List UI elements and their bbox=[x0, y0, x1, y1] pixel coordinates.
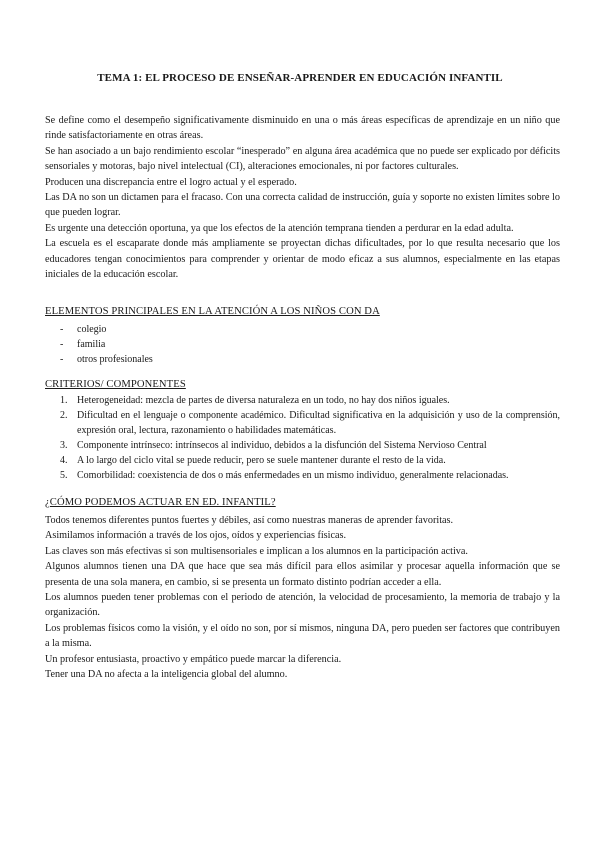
list-item-text: colegio bbox=[77, 324, 107, 335]
actuar-heading: ¿CÓMO PODEMOS ACTUAR EN ED. INFANTIL? bbox=[45, 497, 276, 508]
intro-paragraph: Se define como el desempeño significativamente disminuido en una o más áreas específicas de aprendizaje en un niño que rinde satisfactoriamente en otras áreas. bbox=[45, 115, 560, 142]
intro-paragraph: Es urgente una detección oportuna, ya que los efectos de la atención temprana tienden a perdurar en la edad adulta. bbox=[45, 222, 514, 234]
criterios-list bbox=[55, 394, 560, 483]
intro-paragraph: Las DA no son un dictamen para el fracaso. Con una correcta calidad de instrucción, guía y soporte no existen límites sobre lo que pueden lograr. bbox=[45, 192, 560, 219]
document-title: TEMA 1: EL PROCESO DE ENSEÑAR-APRENDER EN EDUCACIÓN INFANTIL bbox=[97, 72, 503, 84]
actuar-paragraph: Los alumnos pueden tener problemas con el periodo de atención, la velocidad de procesamiento, la memoria de trabajo y la organización. bbox=[45, 592, 560, 619]
list-item: - otros profesionales bbox=[60, 352, 153, 367]
list-item: 3. Componente intrínseco: intrínsecos al individuo, debidos a la disfunción del Sistema Nervioso Central bbox=[55, 439, 560, 454]
list-item: 1. Heterogeneidad: mezcla de partes de diversa naturaleza en un todo, no hay dos niños iguales. bbox=[55, 394, 560, 409]
criterios-heading: CRITERIOS/ COMPONENTES bbox=[45, 379, 186, 390]
list-item: 4. A lo largo del ciclo vital se puede reducir, pero se suele mantener durante el resto de la vida. bbox=[55, 454, 560, 469]
list-item-text: familia bbox=[77, 339, 106, 351]
list-item: - colegio bbox=[60, 322, 153, 337]
list-item-text: Dificultad en el lenguaje o componente académico. Dificultad significativa en la adquisición y uso de la comprensión, expresión oral, lectura, razonamiento o habilidades matemáticas. bbox=[77, 409, 560, 436]
list-item: - familia bbox=[60, 337, 153, 352]
list-item-text: Comorbilidad: coexistencia de dos o más enfermedades en un mismo individuo, generalmente relacionadas. bbox=[77, 469, 509, 481]
actuar-paragraph: Un profesor entusiasta, proactivo y empático puede marcar la diferencia. bbox=[45, 653, 342, 665]
list-item: 5. Comorbilidad: coexistencia de dos o más enfermedades en un mismo individuo, generalmente relacionadas. bbox=[55, 469, 560, 484]
elementos-heading: ELEMENTOS PRINCIPALES EN LA ATENCIÓN A LOS NIÑOS CON DA bbox=[45, 306, 380, 317]
list-item-text: Heterogeneidad: mezcla de partes de diversa naturaleza en un todo, no hay dos niños iguales. bbox=[77, 395, 450, 406]
intro-paragraph: La escuela es el escaparate donde más ampliamente se proyectan dichas dificultades, por lo que resulta necesario que los educadores tengan conocimientos para comprender y orientar de modo eficaz a sus alumnos, especialmente en las etapas iniciales de la educación escolar. bbox=[45, 238, 560, 281]
intro-section bbox=[45, 113, 560, 282]
intro-paragraph: Se han asociado a un bajo rendimiento escolar “inesperado” en alguna área académica que no puede ser explicado por déficits sensoriales y motoras, bajo nivel intelectual (CI), alteraciones emocionales, ni por factores culturales. bbox=[45, 145, 560, 173]
list-item-text: A lo largo del ciclo vital se puede reducir, pero se suele mantener durante el resto de la vida. bbox=[77, 454, 446, 466]
actuar-paragraph: Todos tenemos diferentes puntos fuertes y débiles, así como nuestras maneras de aprender favoritas. bbox=[45, 515, 454, 526]
actuar-paragraph: Tener una DA no afecta a la inteligencia global del alumno. bbox=[45, 669, 288, 681]
actuar-section bbox=[45, 513, 560, 682]
list-item-text: Componente intrínseco: intrínsecos al individuo, debidos a la disfunción del Sistema Nervioso Central bbox=[77, 439, 487, 451]
list-item: 2. Dificultad en el lenguaje o componente académico. Dificultad significativa en la adquisición y uso de la comprensión, expresión oral, lectura, razonamiento o habilidades matemáticas. bbox=[55, 409, 560, 439]
list-item-text: otros profesionales bbox=[77, 354, 153, 366]
actuar-paragraph: Las claves son más efectivas si son multisensoriales e implican a los alumnos en la participación activa. bbox=[45, 545, 468, 557]
actuar-paragraph: Algunos alumnos tienen una DA que hace que sea más difícil para ellos asimilar y procesar aquella información que se presenta de una sola manera, en cambio, si se presenta un formato distinto podrían acceder a ella. bbox=[45, 561, 560, 588]
actuar-paragraph: Los problemas físicos como la visión, y el oído no son, por sí mismos, ninguna DA, pero pueden ser factores que contribuyen a la misma. bbox=[45, 622, 560, 650]
actuar-paragraph: Asimilamos información a través de los ojos, oídos y experiencias físicas. bbox=[45, 530, 347, 542]
intro-paragraph: Producen una discrepancia entre el logro actual y el esperado. bbox=[45, 176, 297, 188]
elementos-list bbox=[60, 322, 153, 368]
